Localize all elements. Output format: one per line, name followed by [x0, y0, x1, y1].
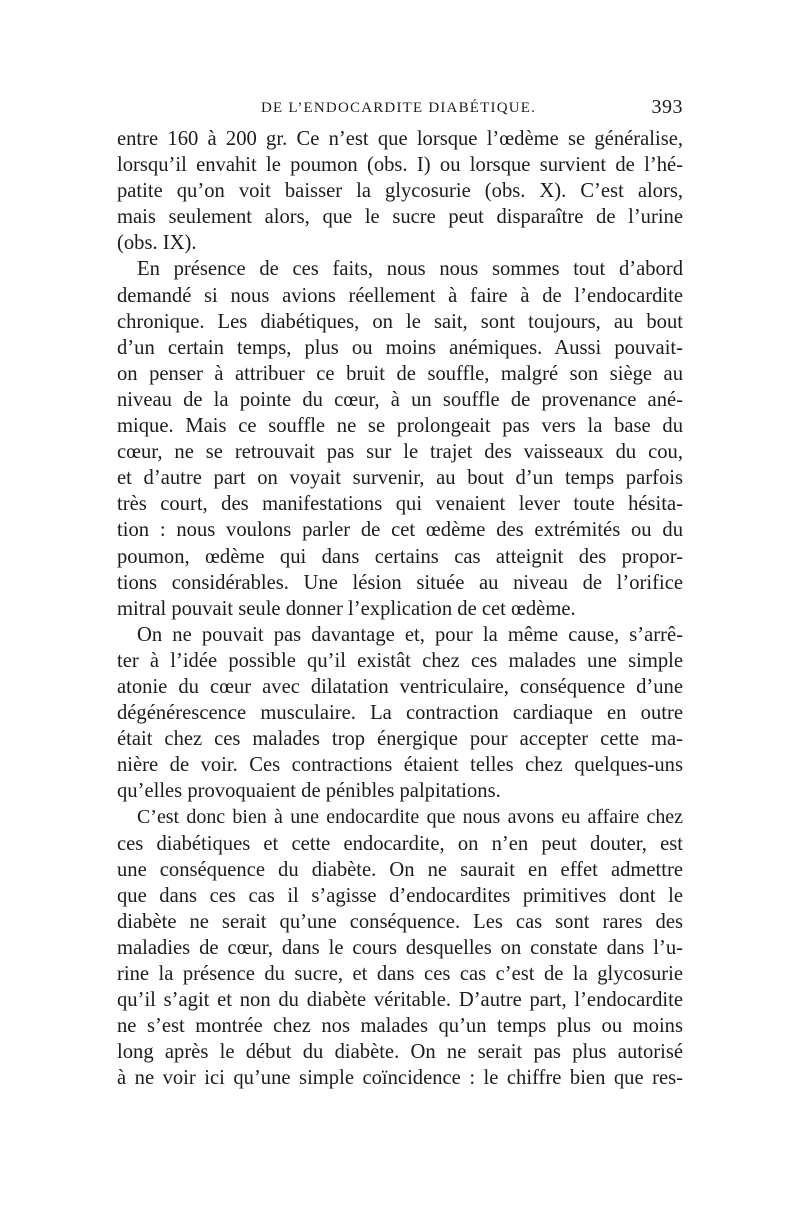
- text-line: rine la présence du sucre, et dans ces cas c’est de la glycosurie: [117, 963, 683, 985]
- text-line: On ne pouvait pas davantage et, pour la même cause, s’arrê-: [137, 623, 683, 646]
- text-line: mique. Mais ce souffle ne se prolongeait pas vers la base du: [117, 415, 683, 438]
- text-line: long après le début du diabète. On ne serait pas plus autorisé: [117, 1041, 683, 1064]
- text-line: d’un certain temps, plus ou moins anémiques. Aussi pouvait-: [117, 336, 683, 359]
- book-page: [117, 92, 683, 1091]
- text-line: très court, des manifestations qui venaient lever toute hésita-: [117, 493, 683, 516]
- text-line: à ne voir ici qu’une simple coïncidence : le chiffre bien que res-: [117, 1067, 683, 1090]
- text-line: cœur, ne se retrouvait pas sur le trajet des vaisseaux du cou,: [117, 441, 683, 464]
- text-line: C’est donc bien à une endocardite que nous avons eu affaire chez: [137, 806, 683, 829]
- text-line: qu’elles provoquaient de pénibles palpitations.: [117, 780, 501, 803]
- text-line: tion : nous voulons parler de cet œdème des extrémités ou du: [117, 519, 683, 542]
- running-title: DE L’ENDOCARDITE DIABÉTIQUE.: [261, 100, 537, 116]
- text-line: chronique. Les diabétiques, on le sait, sont toujours, au bout: [117, 310, 683, 333]
- text-line: ne s’est montrée chez nos malades qu’un temps plus ou moins: [117, 1015, 683, 1038]
- text-line: nière de voir. Ces contractions étaient telles chez quelques-uns: [117, 754, 683, 777]
- text-line: entre 160 à 200 gr. Ce n’est que lorsque l’œdème se généralise,: [117, 128, 683, 150]
- text-line: ter à l’idée possible qu’il existât chez ces malades une simple: [117, 649, 683, 672]
- text-line: patite qu’on voit baisser la glycosurie (obs. X). C’est alors,: [117, 180, 683, 203]
- text-line: et d’autre part on voyait survenir, au bout d’un temps parfois: [117, 467, 683, 490]
- page-number: 393: [651, 96, 683, 118]
- text-line: une conséquence du diabète. On ne saurait en effet admettre: [117, 858, 683, 881]
- text-line: qu’il s’agit et non du diabète véritable. D’autre part, l’endocardite: [117, 989, 683, 1012]
- text-line: (obs. IX).: [117, 232, 197, 255]
- text-line: niveau de la pointe du cœur, à un souffle de provenance ané-: [117, 388, 683, 411]
- text-line: était chez ces malades trop énergique pour accepter cette ma-: [117, 728, 683, 751]
- text-line: on penser à attribuer ce bruit de souffle, malgré son siège au: [117, 362, 683, 385]
- running-head: [117, 92, 683, 126]
- text-line: lorsqu’il envahit le poumon (obs. I) ou lorsque survient de l’hé-: [117, 154, 683, 177]
- body-text: [117, 126, 683, 1091]
- text-line: atonie du cœur avec dilatation ventriculaire, conséquence d’une: [117, 675, 683, 698]
- text-line: que dans ces cas il s’agisse d’endocardites primitives dont le: [117, 884, 683, 907]
- text-line: ces diabétiques et cette endocardite, on n’en peut douter, est: [117, 832, 683, 855]
- text-line: mitral pouvait seule donner l’explication de cet œdème.: [117, 597, 576, 620]
- text-line: mais seulement alors, que le sucre peut disparaître de l’urine: [117, 206, 683, 229]
- text-line: demandé si nous avions réellement à faire à de l’endocardite: [117, 284, 683, 307]
- text-line: tions considérables. Une lésion située au niveau de l’orifice: [117, 571, 683, 594]
- text-line: diabète ne serait qu’une conséquence. Les cas sont rares des: [117, 910, 683, 933]
- text-line: maladies de cœur, dans le cours desquelles on constate dans l’u-: [117, 936, 683, 959]
- text-line: dégénérescence musculaire. La contraction cardiaque en outre: [117, 702, 683, 725]
- text-line: En présence de ces faits, nous nous sommes tout d’abord: [137, 258, 683, 281]
- text-line: poumon, œdème qui dans certains cas atteignit des propor-: [117, 545, 683, 568]
